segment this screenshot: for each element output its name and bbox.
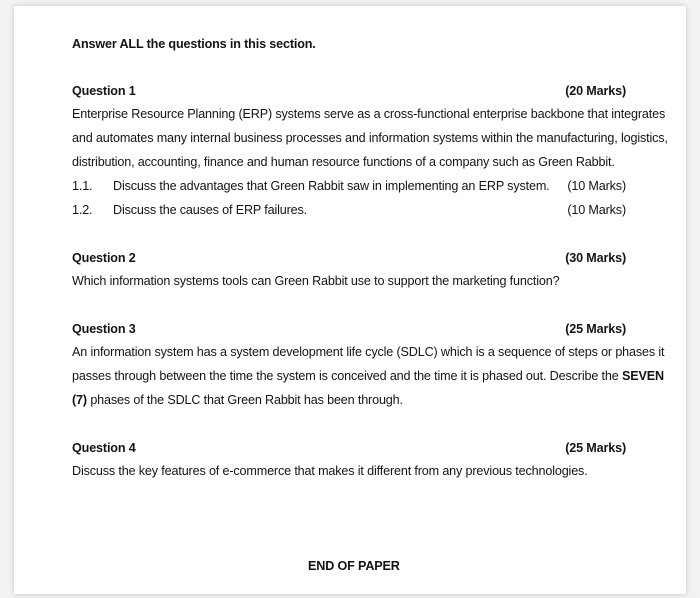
question-3-emphasis-seven: SEVEN	[621, 369, 664, 383]
question-3-title: Question 3	[72, 322, 136, 336]
question-3-marks: (25 Marks)	[565, 322, 626, 336]
exam-page	[14, 6, 686, 594]
question-4-body-line: Discuss the key features of e-commerce that makes it different from any previous technologies.	[72, 464, 588, 478]
subquestion-1-2-marks: (10 Marks)	[567, 203, 626, 217]
question-3-emphasis-seven-number: (7)	[72, 393, 87, 407]
question-3-body-text: passes through between the time the system is conceived and the time it is phased out. Describe the	[72, 369, 619, 383]
end-of-paper: END OF PAPER	[308, 559, 400, 573]
question-3-body-line	[72, 368, 664, 384]
subquestion-1-1-number: 1.1.	[72, 179, 93, 193]
subquestion-1-2-number: 1.2.	[72, 203, 93, 217]
subquestion-1-1-marks: (10 Marks)	[567, 179, 626, 193]
question-3-body-line	[72, 392, 403, 408]
question-2-body-line: Which information systems tools can Green Rabbit use to support the marketing function?	[72, 274, 560, 288]
question-3-body-text: phases of the SDLC that Green Rabbit has been through.	[90, 393, 403, 407]
section-instruction: Answer ALL the questions in this section.	[72, 37, 316, 51]
question-3-body-line: An information system has a system development life cycle (SDLC) which is a sequence of steps or phases it	[72, 345, 665, 359]
question-1-body-line: distribution, accounting, finance and human resource functions of a company such as Green Rabbit.	[72, 155, 615, 169]
question-1-title: Question 1	[72, 84, 136, 98]
subquestion-1-2-text: Discuss the causes of ERP failures.	[113, 203, 308, 217]
question-2-title: Question 2	[72, 251, 136, 265]
subquestion-1-1-text: Discuss the advantages that Green Rabbit saw in implementing an ERP system.	[113, 179, 550, 193]
question-2-marks: (30 Marks)	[565, 251, 626, 265]
question-4-title: Question 4	[72, 441, 136, 455]
question-1-body-line: and automates many internal business processes and information systems within the manufacturing, logistics,	[72, 131, 668, 145]
question-4-marks: (25 Marks)	[565, 441, 626, 455]
question-1-marks: (20 Marks)	[565, 84, 626, 98]
question-1-body-line: Enterprise Resource Planning (ERP) systems serve as a cross-functional enterprise backbone that integrates	[72, 107, 666, 121]
